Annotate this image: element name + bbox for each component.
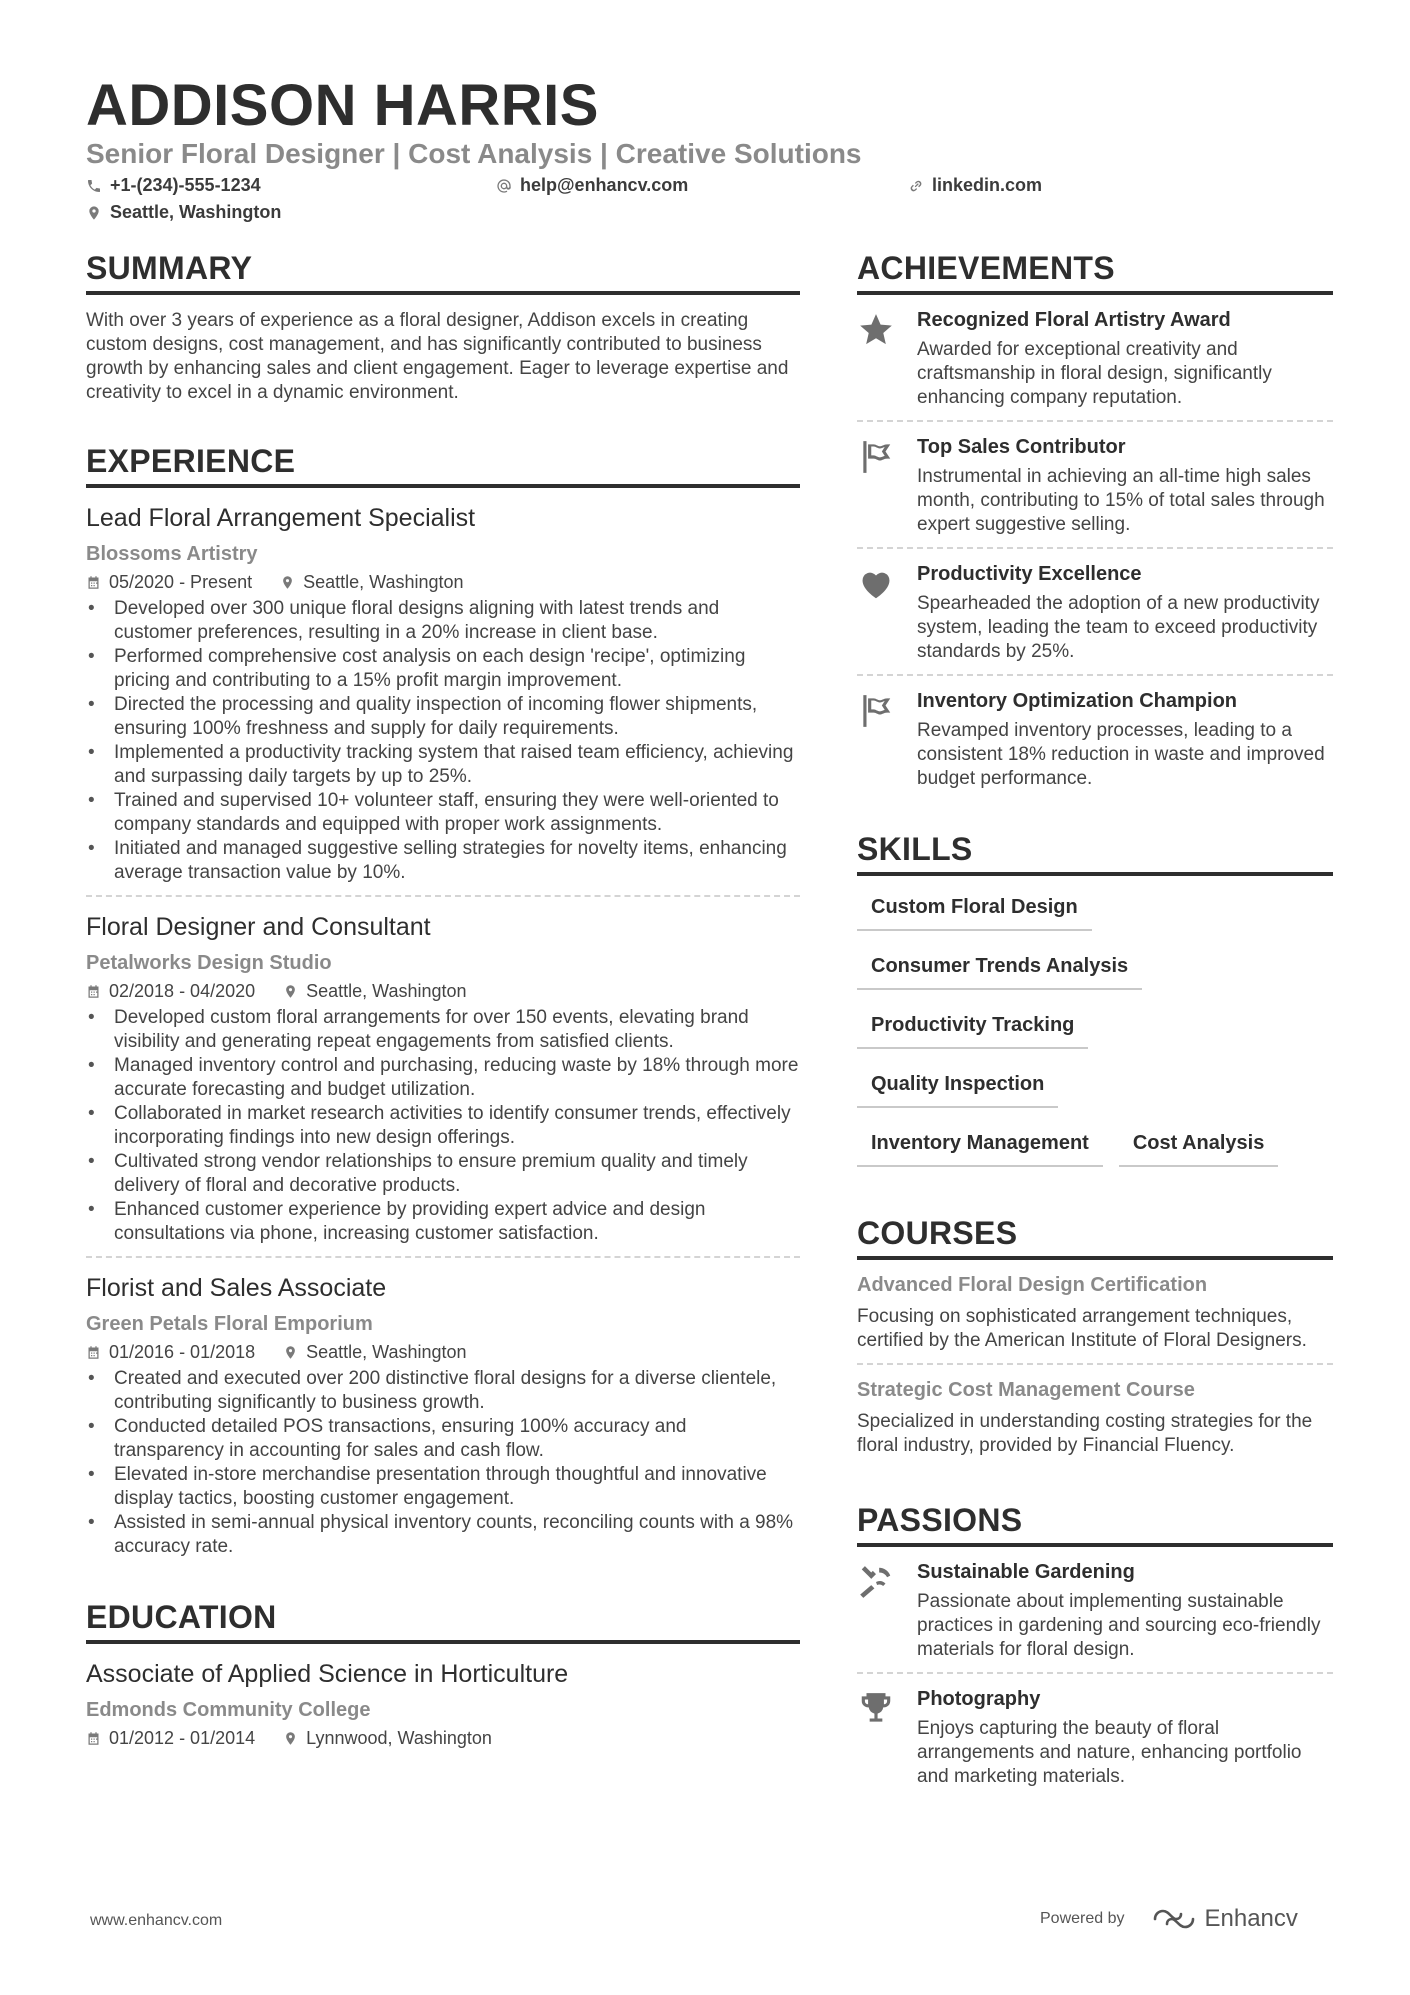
job-bullets (86, 597, 800, 885)
job-meta (86, 572, 800, 593)
job-bullet: • Assisted in semi-annual physical inventory counts, reconciling counts with a 98% accuracy rate. (86, 1511, 800, 1559)
enhancv-logo-icon (1151, 1906, 1197, 1932)
job-bullet: • Managed inventory control and purchasing, reducing waste by 18% through more accurate forecasting and budget utilization. (86, 1054, 800, 1102)
achievement-title: Recognized Floral Artistry Award (917, 309, 1231, 331)
job-bullet: • Trained and supervised 10+ volunteer staff, ensuring they were well-oriented to company standards and equipped with proper work assignments. (86, 789, 800, 837)
achievements-title: ACHIEVEMENTS (857, 250, 1333, 295)
achievement-item (857, 676, 1333, 801)
calendar-icon (86, 984, 101, 999)
courses-title: COURSES (857, 1215, 1333, 1260)
education-meta (86, 1728, 800, 1749)
location-contact (86, 202, 281, 223)
job-bullets (86, 1367, 800, 1559)
achievement-item (857, 549, 1333, 676)
job-company: Petalworks Design Studio (86, 952, 332, 974)
experience-title: EXPERIENCE (86, 443, 800, 488)
flag-icon (857, 438, 895, 476)
trophy-icon (857, 1690, 895, 1728)
job-dates: 02/2018 - 04/2020 (109, 981, 256, 1001)
star-icon (857, 311, 895, 349)
calendar-icon (86, 1731, 101, 1746)
job-bullet: • Implemented a productivity tracking system that raised team efficiency, achieving and surpassing daily targets by up to 25%. (86, 741, 800, 789)
job-role: Floral Designer and Consultant (86, 913, 431, 941)
achievement-item (857, 422, 1333, 549)
entry-divider (86, 895, 800, 897)
achievement-desc: Spearheaded the adoption of a new productivity system, leading the team to exceed productivity standards by 25%. (917, 593, 1320, 662)
passion-item (857, 1547, 1333, 1674)
skills-list (857, 888, 1333, 1183)
phone-icon (86, 178, 102, 194)
passion-desc: Passionate about implementing sustainable practices in gardening and sourcing eco-friendly materials for floral design. (917, 1591, 1321, 1660)
job-bullet: • Collaborated in market research activities to identify consumer trends, effectively incorporating findings into new design offerings. (86, 1102, 800, 1150)
experience-entry (86, 913, 800, 1258)
passion-title: Sustainable Gardening (917, 1561, 1135, 1583)
entry-divider (86, 1256, 800, 1258)
courses-list (857, 1260, 1333, 1468)
achievement-title: Productivity Excellence (917, 563, 1142, 585)
passion-desc: Enjoys capturing the beauty of floral arrangements and nature, enhancing portfolio and marketing materials. (917, 1718, 1302, 1787)
job-dates: 01/2016 - 01/2018 (109, 1342, 256, 1362)
email-text: help@enhancv.com (520, 175, 689, 195)
job-role: Florist and Sales Associate (86, 1274, 387, 1302)
flag-icon (857, 692, 895, 730)
experience-entry (86, 1274, 800, 1559)
achievement-desc: Awarded for exceptional creativity and craftsmanship in floral design, significantly enhancing company reputation. (917, 339, 1272, 408)
skill-tag: Cost Analysis (1119, 1124, 1279, 1167)
skill-tag: Quality Inspection (857, 1065, 1058, 1108)
job-bullet: • Developed custom floral arrangements for over 150 events, elevating brand visibility and generating repeat engagements from satisfied clients. (86, 1006, 800, 1054)
passion-title: Photography (917, 1688, 1041, 1710)
location-pin-icon (283, 984, 298, 999)
location-pin-icon (280, 575, 295, 590)
course-desc: Specialized in understanding costing strategies for the floral industry, provided by Financial Fluency. (857, 1411, 1313, 1456)
skill-tag: Inventory Management (857, 1124, 1103, 1167)
course-item (857, 1365, 1333, 1468)
skill-tag: Productivity Tracking (857, 1006, 1088, 1049)
powered-by-text: Powered by (1040, 1910, 1125, 1927)
job-bullet: • Developed over 300 unique floral designs aligning with latest trends and customer preferences, resulting in a 20% increase in client base. (86, 597, 800, 645)
job-bullet: • Performed comprehensive cost analysis on each design 'recipe', optimizing pricing and contributing to a 15% profit margin improvement. (86, 645, 800, 693)
achievement-title: Inventory Optimization Champion (917, 690, 1238, 712)
brand-logo[interactable] (1151, 1905, 1298, 1933)
job-meta (86, 1342, 800, 1363)
calendar-icon (86, 575, 101, 590)
linkedin-text: linkedin.com (932, 175, 1043, 195)
location-text: Seattle, Washington (110, 202, 282, 222)
passion-item (857, 1674, 1333, 1799)
education-entry (86, 1660, 800, 1749)
education-title: EDUCATION (86, 1599, 800, 1644)
location-pin-icon (283, 1345, 298, 1360)
skills-title: SKILLS (857, 831, 1333, 876)
job-location: Seattle, Washington (303, 572, 464, 592)
link-icon (908, 178, 924, 194)
passions-title: PASSIONS (857, 1502, 1333, 1547)
headline: Senior Floral Designer | Cost Analysis | Creative Solutions (86, 138, 862, 169)
course-desc: Focusing on sophisticated arrangement techniques, certified by the American Institute of Floral Designers. (857, 1306, 1307, 1351)
course-title: Strategic Cost Management Course (857, 1379, 1195, 1401)
location-pin-icon (86, 205, 102, 221)
job-bullets (86, 1006, 800, 1246)
job-meta (86, 981, 800, 1002)
phone-text: +1-(234)-555-1234 (110, 175, 261, 195)
achievement-desc: Revamped inventory processes, leading to a consistent 18% reduction in waste and improved budget performance. (917, 720, 1325, 789)
job-bullet: • Elevated in-store merchandise presentation through thoughtful and innovative display tactics, boosting customer engagement. (86, 1463, 800, 1511)
location-pin-icon (283, 1731, 298, 1746)
at-icon (496, 178, 512, 194)
degree: Associate of Applied Science in Horticulture (86, 1660, 569, 1688)
course-item (857, 1260, 1333, 1365)
footer-branding (1040, 1905, 1298, 1933)
course-title: Advanced Floral Design Certification (857, 1274, 1208, 1296)
achievement-desc: Instrumental in achieving an all-time high sales month, contributing to 15% of total sales through expert suggestive selling. (917, 466, 1325, 535)
job-company: Blossoms Artistry (86, 543, 258, 565)
footer-website[interactable]: www.enhancv.com (90, 1912, 223, 1929)
gardening-icon (857, 1563, 895, 1601)
achievement-title: Top Sales Contributor (917, 436, 1126, 458)
skill-tag: Consumer Trends Analysis (857, 947, 1142, 990)
linkedin-contact[interactable] (908, 175, 1042, 196)
school: Edmonds Community College (86, 1699, 371, 1721)
left-column (86, 250, 800, 1749)
job-bullet: • Directed the processing and quality inspection of incoming flower shipments, ensuring 100% freshness and supply for daily requirements. (86, 693, 800, 741)
job-location: Seattle, Washington (306, 981, 467, 1001)
job-company: Green Petals Floral Emporium (86, 1313, 373, 1335)
job-bullet: • Conducted detailed POS transactions, ensuring 100% accuracy and transparency in accounting for sales and cash flow. (86, 1415, 800, 1463)
job-role: Lead Floral Arrangement Specialist (86, 504, 476, 532)
phone-contact (86, 175, 261, 196)
summary-title: SUMMARY (86, 250, 800, 295)
passions-list (857, 1547, 1333, 1799)
candidate-name: ADDISON HARRIS (86, 73, 599, 138)
email-contact[interactable] (496, 175, 688, 196)
job-bullet: • Initiated and managed suggestive selling strategies for novelty items, enhancing average transaction value by 10%. (86, 837, 800, 885)
right-column (857, 250, 1333, 1799)
achievement-item (857, 295, 1333, 422)
summary-text: With over 3 years of experience as a floral designer, Addison excels in creating custom designs, cost management, and has significantly contributed to business growth by enhancing sales and client engagement. Eager to leverage expertise and creativity to excel in a dynamic environment. (86, 310, 789, 403)
experience-entry (86, 504, 800, 897)
skill-tag: Custom Floral Design (857, 888, 1092, 931)
brand-name: Enhancv (1204, 1905, 1298, 1932)
job-bullet: • Cultivated strong vendor relationships to ensure premium quality and timely delivery of floral and decorative products. (86, 1150, 800, 1198)
job-bullet: • Created and executed over 200 distinctive floral designs for a diverse clientele, contributing significantly to business growth. (86, 1367, 800, 1415)
job-bullet: • Enhanced customer experience by providing expert advice and design consultations via phone, increasing customer satisfaction. (86, 1198, 800, 1246)
education-dates: 01/2012 - 01/2014 (109, 1728, 256, 1748)
job-dates: 05/2020 - Present (109, 572, 253, 592)
heart-icon (857, 565, 895, 603)
achievements-list (857, 295, 1333, 801)
education-location: Lynnwood, Washington (306, 1728, 492, 1748)
calendar-icon (86, 1345, 101, 1360)
job-location: Seattle, Washington (306, 1342, 467, 1362)
